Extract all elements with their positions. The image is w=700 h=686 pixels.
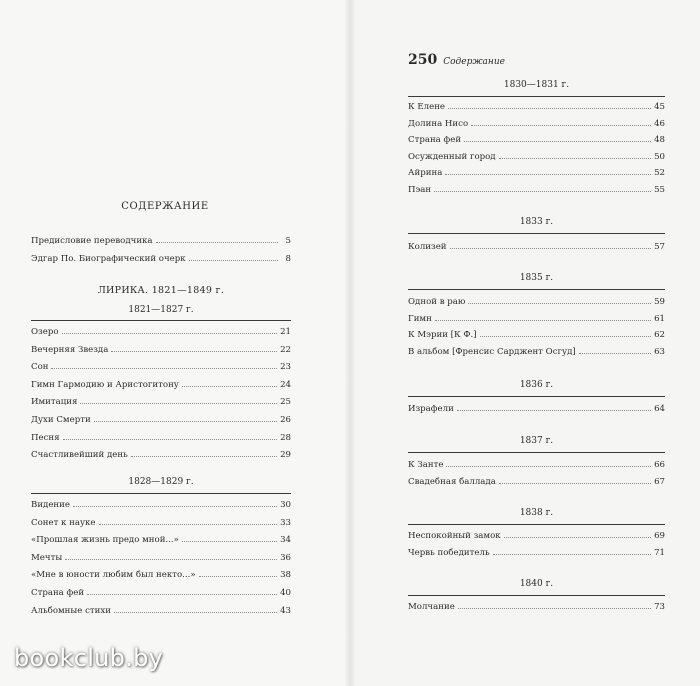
toc-entry[interactable] — [31, 415, 291, 425]
year-heading: 1830—1831 г. — [503, 80, 570, 90]
entry-title: «Мне в юности любим был некто...» — [31, 570, 196, 581]
entries-1828-1829 — [31, 500, 291, 616]
dot-leader — [182, 380, 277, 387]
dot-leader — [468, 297, 651, 304]
dot-leader — [65, 553, 277, 560]
dot-leader — [87, 588, 277, 595]
dot-leader — [114, 606, 277, 613]
entry-title: В альбом [Френсис Сарджент Осгуд] — [408, 346, 576, 357]
entry-title: Осужденный город — [408, 151, 496, 162]
entry-page: 30 — [280, 500, 291, 510]
entry-title: Озеро — [31, 327, 59, 337]
entry-title: Имитация — [31, 397, 78, 408]
toc-entry[interactable] — [31, 588, 291, 598]
entry-title: Страна фей — [408, 135, 462, 145]
entry-page: 5 — [285, 236, 291, 246]
toc-entry[interactable] — [31, 380, 291, 390]
entry-page: 64 — [654, 404, 665, 414]
front-entries — [31, 236, 291, 264]
dot-leader — [480, 330, 651, 337]
entry-title: Духи Смерти — [31, 414, 91, 425]
dot-leader — [450, 242, 652, 249]
toc-entry[interactable] — [408, 297, 665, 307]
entry-page: 25 — [280, 397, 291, 408]
entries-1833 — [408, 242, 665, 252]
entry-page: 62 — [654, 330, 665, 340]
toc-entry[interactable] — [31, 518, 291, 528]
dot-leader — [579, 347, 651, 354]
toc-entry[interactable] — [31, 450, 291, 460]
entry-title: Мечты — [31, 552, 63, 563]
dot-leader — [63, 433, 278, 440]
entry-page: 45 — [654, 102, 665, 112]
toc-entry[interactable] — [408, 602, 665, 612]
entry-page: 71 — [654, 547, 665, 558]
dot-leader — [434, 185, 651, 192]
divider-rule — [408, 595, 665, 596]
right-page — [350, 0, 700, 686]
dot-leader — [156, 236, 278, 243]
dot-leader — [51, 362, 277, 369]
toc-entry[interactable] — [408, 347, 665, 357]
toc-entry[interactable] — [31, 254, 291, 264]
toc-entry[interactable] — [31, 397, 291, 407]
entry-page: 24 — [280, 379, 291, 390]
toc-entry[interactable] — [408, 185, 665, 195]
divider-rule — [408, 233, 665, 234]
entry-title: Страна фей — [31, 587, 85, 598]
entry-page: 26 — [280, 414, 291, 425]
entry-page: 8 — [285, 254, 291, 264]
toc-entry[interactable] — [408, 330, 665, 340]
entry-title: Свадебная баллада — [408, 476, 496, 487]
toc-entry[interactable] — [408, 102, 665, 112]
year-heading: 1833 г. — [519, 217, 554, 227]
entry-title: Айрина — [408, 168, 443, 178]
entries-1838 — [408, 531, 665, 558]
entry-title: Предисловие переводчика — [31, 236, 153, 246]
entry-title: К Занте — [408, 460, 444, 470]
dot-leader — [131, 450, 277, 457]
divider-rule — [31, 493, 291, 494]
dot-leader — [73, 500, 277, 507]
entry-page: 55 — [654, 184, 665, 195]
entry-page: 52 — [654, 168, 665, 178]
toc-entry[interactable] — [31, 345, 291, 355]
dot-leader — [99, 518, 278, 525]
entry-title: Израфели — [408, 404, 454, 414]
toc-entry[interactable] — [408, 531, 665, 541]
entries-1835 — [408, 297, 665, 357]
dot-leader — [199, 570, 277, 577]
entry-page: 61 — [654, 313, 665, 324]
dot-leader — [435, 314, 651, 321]
toc-entry[interactable] — [408, 404, 665, 414]
entry-title: К Мэрии [К Ф.] — [408, 330, 477, 340]
entry-title: Песня — [31, 432, 60, 443]
entries-1840 — [408, 602, 665, 612]
entry-title: Одной в раю — [408, 297, 466, 307]
toc-entry[interactable] — [31, 362, 291, 372]
entry-page: 48 — [654, 135, 665, 145]
entry-page: 38 — [280, 570, 291, 581]
dot-leader — [504, 531, 651, 538]
entry-title: Гимн Гармодию и Аристогитону — [31, 379, 179, 390]
entry-title: Пэан — [408, 184, 432, 195]
year-heading: 1835 г. — [519, 273, 554, 283]
dot-leader — [458, 602, 651, 609]
section-heading: ЛИРИКА. 1821—1849 г. — [97, 285, 225, 296]
year-heading: 1821—1827 г. — [128, 305, 194, 315]
entry-title: Неспокойный замок — [408, 531, 501, 541]
entry-page: 28 — [280, 432, 291, 443]
year-heading: 1840 г. — [519, 579, 554, 589]
entry-title: Долина Нисо — [408, 118, 469, 129]
entry-title: Колизей — [408, 242, 447, 252]
toc-entry[interactable] — [31, 433, 291, 443]
entry-title: Счастливейший день — [31, 450, 128, 461]
entry-page: 67 — [654, 476, 665, 487]
entry-page: 46 — [654, 118, 665, 129]
dot-leader — [182, 535, 277, 542]
entry-page: 73 — [654, 602, 665, 612]
dot-leader — [111, 345, 277, 352]
entry-page: 36 — [280, 552, 291, 563]
year-heading: 1836 г. — [519, 380, 554, 390]
divider-rule — [31, 320, 291, 321]
toc-entry[interactable] — [408, 548, 665, 558]
entry-page: 23 — [280, 362, 291, 373]
dot-leader — [471, 119, 651, 126]
toc-title: СОДЕРЖАНИЕ — [121, 201, 209, 212]
toc-entry[interactable] — [408, 477, 665, 487]
dot-leader — [445, 168, 651, 175]
entry-title: Эдгар По. Биографический очерк — [31, 254, 186, 264]
toc-entry[interactable] — [31, 606, 291, 616]
toc-entry[interactable] — [31, 553, 291, 563]
year-heading: 1838 г. — [519, 508, 554, 518]
dot-leader — [499, 477, 651, 484]
dot-leader — [62, 327, 278, 334]
entry-page: 40 — [280, 587, 291, 598]
book-gutter — [344, 0, 356, 686]
toc-entry[interactable] — [408, 460, 665, 470]
toc-entry[interactable] — [31, 236, 291, 246]
year-heading: 1837 г. — [519, 436, 554, 446]
toc-entry[interactable] — [408, 152, 665, 162]
divider-rule — [408, 289, 665, 290]
entries-1830-1831 — [408, 102, 665, 195]
entry-title: Видение — [31, 500, 70, 510]
divider-rule — [408, 452, 665, 453]
entry-page: 22 — [280, 344, 291, 355]
dot-leader — [448, 102, 651, 109]
toc-entry[interactable] — [31, 327, 291, 337]
toc-entry[interactable] — [31, 500, 291, 510]
entry-title: К Елене — [408, 102, 446, 112]
entry-title: Гимн — [408, 313, 432, 324]
entry-page: 33 — [280, 517, 291, 528]
entry-page: 63 — [654, 346, 665, 357]
entry-page: 21 — [280, 327, 291, 337]
entry-page: 69 — [654, 531, 665, 541]
entry-page: 29 — [280, 450, 291, 461]
dot-leader — [80, 397, 277, 404]
entry-title: Сон — [31, 362, 49, 373]
entries-1821-1827 — [31, 327, 291, 460]
entry-page: 59 — [654, 297, 665, 307]
entry-title: Альбомные стихи — [31, 605, 111, 616]
toc-entry[interactable] — [408, 242, 665, 252]
divider-rule — [408, 524, 665, 525]
toc-entry[interactable] — [31, 535, 291, 545]
entry-title: «Прошлая жизнь предо мной...» — [31, 535, 179, 546]
entry-page: 43 — [280, 605, 291, 616]
running-head — [408, 52, 505, 68]
entry-page: 57 — [654, 242, 665, 252]
entries-1837 — [408, 460, 665, 487]
dot-leader — [94, 415, 277, 422]
dot-leader — [499, 152, 651, 159]
running-head-label: Содержание — [443, 57, 505, 67]
entry-title: Вечерняя Звезда — [31, 344, 109, 355]
dot-leader — [457, 404, 651, 411]
divider-rule — [408, 96, 665, 97]
entries-1836 — [408, 404, 665, 414]
entry-page: 50 — [654, 151, 665, 162]
entry-title: Молчание — [408, 602, 455, 612]
toc-entry[interactable] — [408, 119, 665, 129]
dot-leader — [493, 548, 651, 555]
dot-leader — [446, 460, 651, 467]
entry-title: Червь победитель — [408, 547, 490, 558]
entry-title: Сонет к науке — [31, 517, 96, 528]
watermark-logo: bookclub.by — [14, 644, 164, 672]
entry-page: 34 — [280, 535, 291, 546]
dot-leader — [189, 254, 278, 261]
page-number: 250 — [408, 52, 438, 68]
dot-leader — [464, 135, 651, 142]
divider-rule — [408, 396, 665, 397]
entry-page: 66 — [654, 460, 665, 470]
toc-entry[interactable] — [408, 314, 665, 324]
toc-entry[interactable] — [31, 570, 291, 580]
toc-entry[interactable] — [408, 135, 665, 145]
year-heading: 1828—1829 г. — [128, 477, 194, 487]
toc-entry[interactable] — [408, 168, 665, 178]
